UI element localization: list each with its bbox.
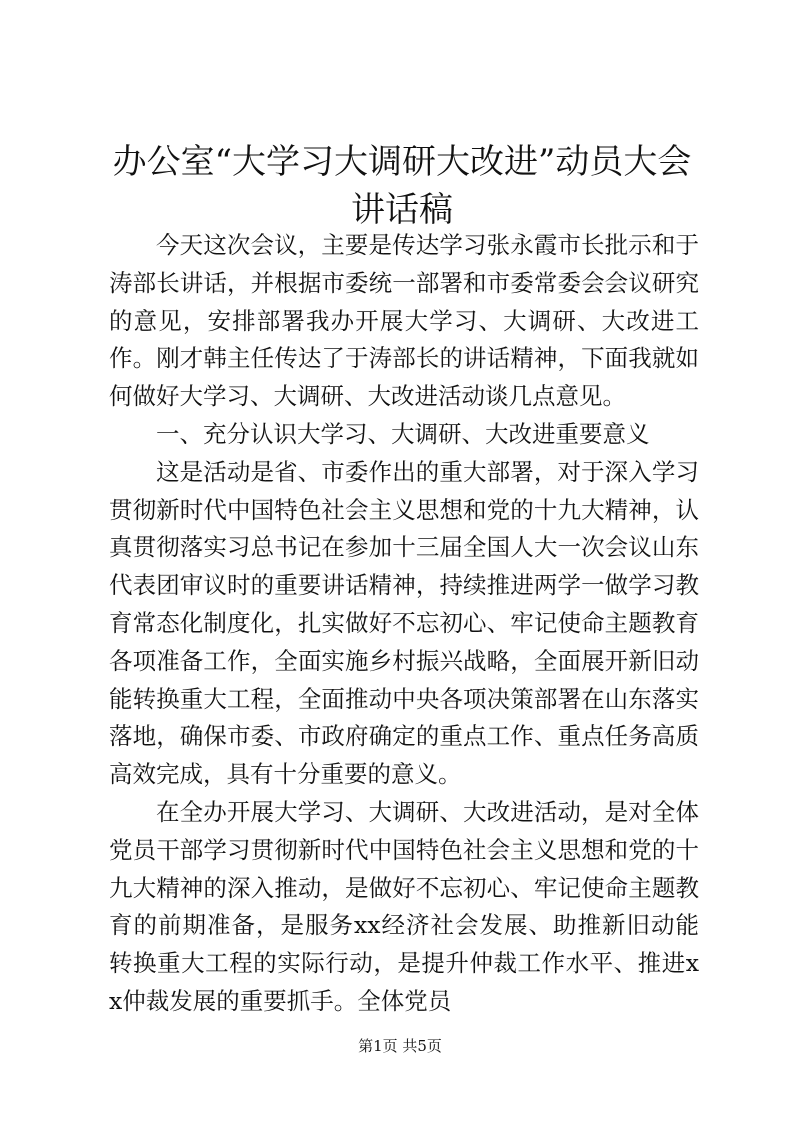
page-footer: 第1页 共5页: [358, 1037, 442, 1055]
document-title: 办公室“大学习大调研大改进”动员大会讲话稿: [112, 142, 692, 230]
paragraph-activity: 在全办开展大学习、大调研、大改进活动，是对全体党员干部学习贯彻新时代中国特色社会主义思想和党的十九大精神的深入推动，是做好不忘初心、牢记使命主题教育的前期准备，是服务xx经济社会发展、助推新旧动能转换重大工程的实际行动，是提升仲裁工作水平、推进xx仲裁发展的重要抓手。全体党员: [109, 797, 699, 1015]
paragraph-intro: 今天这次会议，主要是传达学习张永霞市长批示和于涛部长讲话，并根据市委统一部署和市委常委会会议研究的意见，安排部署我办开展大学习、大调研、大改进工作。刚才韩主任传达了于涛部长的讲话精神，下面我就如何做好大学习、大调研、大改进活动谈几点意见。: [109, 231, 699, 411]
paragraph-significance: 这是活动是省、市委作出的重大部署，对于深入学习贯彻新时代中国特色社会主义思想和党的十九大精神，认真贯彻落实习总书记在参加十三届全国人大一次会议山东代表团审议时的重要讲话精神，持续推进两学一做学习教育常态化制度化，扎实做好不忘初心、牢记使命主题教育各项准备工作，全面实施乡村振兴战略，全面展开新旧动能转换重大工程，全面推动中央各项决策部署在山东落实落地，确保市委、市政府确定的重点工作、重点任务高质高效完成，具有十分重要的意义。: [109, 457, 699, 789]
section-heading: 一、充分认识大学习、大调研、大改进重要意义: [156, 419, 650, 448]
document-body: [109, 227, 699, 1021]
